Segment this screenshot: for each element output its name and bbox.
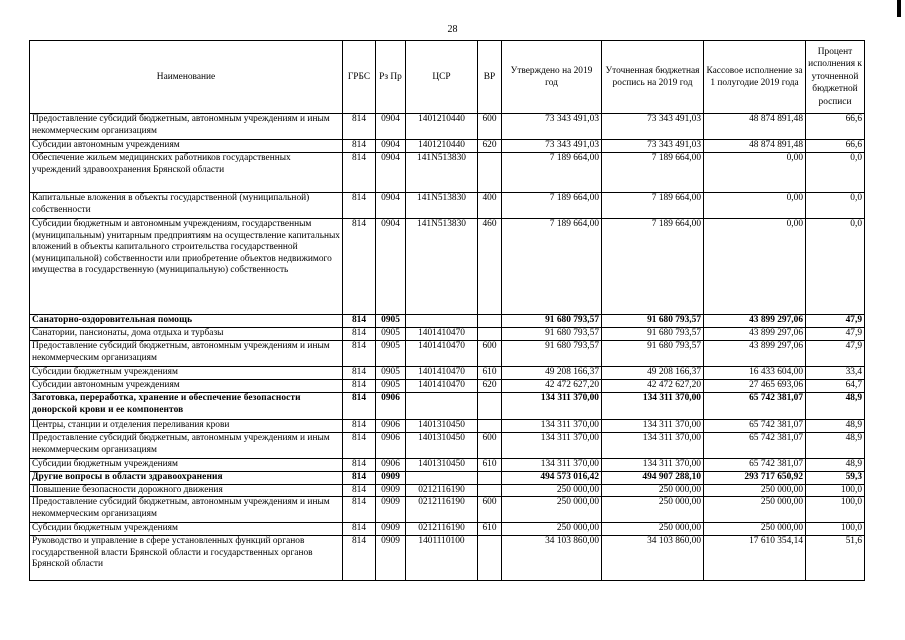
cell-percent: 47,9: [806, 328, 865, 341]
cell-cash: 48 874 891,48: [704, 114, 806, 140]
cell-name: Субсидии автономным учреждениям: [30, 380, 343, 393]
table-row: [30, 114, 865, 140]
cell-rzpr: 0905: [376, 328, 406, 341]
cell-cash: 43 899 297,06: [704, 341, 806, 367]
cell-approved: 250 000,00: [502, 484, 602, 497]
cell-rzpr: 0909: [376, 497, 406, 523]
cell-name: Другие вопросы в области здравоохранения: [30, 472, 343, 485]
cell-refined: 134 311 370,00: [602, 420, 704, 433]
cell-approved: 49 208 166,37: [502, 367, 602, 380]
cell-grbs: 814: [343, 393, 376, 420]
header-refined: Уточненная бюджетная роспись на 2019 год: [602, 41, 704, 114]
table-row: [30, 393, 865, 420]
cell-cash: 293 717 650,92: [704, 472, 806, 485]
cell-vr: 610: [478, 367, 502, 380]
cell-approved: 73 343 491,03: [502, 140, 602, 153]
cell-name: Предоставление субсидий бюджетным, автономным учреждениям и иным некоммерческим организациям: [30, 341, 343, 367]
cell-cash: 250 000,00: [704, 497, 806, 523]
cell-refined: 250 000,00: [602, 484, 704, 497]
cell-rzpr: 0909: [376, 523, 406, 536]
cell-rzpr: 0909: [376, 472, 406, 485]
cell-vr: [478, 472, 502, 485]
cell-rzpr: 0906: [376, 459, 406, 472]
cell-grbs: 814: [343, 367, 376, 380]
header-rzpr: Рз Пр: [376, 41, 406, 114]
cell-vr: 600: [478, 497, 502, 523]
table-row: [30, 367, 865, 380]
cell-rzpr: 0905: [376, 315, 406, 328]
cell-name: Субсидии бюджетным учреждениям: [30, 367, 343, 380]
cell-refined: 134 311 370,00: [602, 459, 704, 472]
table-row: [30, 219, 865, 315]
cell-refined: 7 189 664,00: [602, 153, 704, 193]
cell-approved: 134 311 370,00: [502, 393, 602, 420]
cell-csr: 0212116190: [406, 523, 478, 536]
cell-cash: 250 000,00: [704, 484, 806, 497]
page-number: 28: [447, 24, 458, 35]
cell-grbs: 814: [343, 114, 376, 140]
cell-name: Субсидии бюджетным учреждениям: [30, 459, 343, 472]
cell-refined: 73 343 491,03: [602, 140, 704, 153]
cell-vr: [478, 153, 502, 193]
cell-vr: 620: [478, 140, 502, 153]
cell-cash: 65 742 381,07: [704, 393, 806, 420]
cell-percent: 47,9: [806, 341, 865, 367]
cell-csr: 1401210440: [406, 140, 478, 153]
cell-approved: 250 000,00: [502, 497, 602, 523]
cell-percent: 51,6: [806, 536, 865, 581]
cell-percent: 0,0: [806, 153, 865, 193]
cell-grbs: 814: [343, 341, 376, 367]
cell-grbs: 814: [343, 420, 376, 433]
cell-cash: 27 465 693,06: [704, 380, 806, 393]
table-row: [30, 484, 865, 497]
cell-percent: 59,3: [806, 472, 865, 485]
cell-name: Предоставление субсидий бюджетным, автономным учреждениям и иным некоммерческим организациям: [30, 433, 343, 459]
cell-refined: 7 189 664,00: [602, 219, 704, 315]
table-row: [30, 536, 865, 581]
cell-refined: 49 208 166,37: [602, 367, 704, 380]
cell-csr: 1401410470: [406, 341, 478, 367]
table-row: [30, 140, 865, 153]
cell-rzpr: 0904: [376, 153, 406, 193]
cell-percent: 100,0: [806, 497, 865, 523]
cell-vr: [478, 420, 502, 433]
cell-percent: 100,0: [806, 523, 865, 536]
cell-csr: 1401310450: [406, 433, 478, 459]
cell-approved: 494 573 016,42: [502, 472, 602, 485]
cell-cash: 17 610 354,14: [704, 536, 806, 581]
cell-name: Руководство и управление в сфере установленных функций органов государственной власти Брянской области и государственных органов Брянской области: [30, 536, 343, 581]
cell-percent: 48,9: [806, 420, 865, 433]
cell-name: Обеспечение жильем медицинских работников государственных учреждений здравоохранения Брянской области: [30, 153, 343, 193]
cell-grbs: 814: [343, 472, 376, 485]
cell-vr: 610: [478, 459, 502, 472]
cell-grbs: 814: [343, 328, 376, 341]
table-header-row: [30, 41, 865, 114]
cell-approved: 7 189 664,00: [502, 219, 602, 315]
cell-cash: 43 899 297,06: [704, 328, 806, 341]
cell-refined: 134 311 370,00: [602, 393, 704, 420]
cell-cash: 48 874 891,48: [704, 140, 806, 153]
cell-vr: 460: [478, 219, 502, 315]
cell-grbs: 814: [343, 484, 376, 497]
cell-rzpr: 0909: [376, 484, 406, 497]
cell-refined: 91 680 793,57: [602, 328, 704, 341]
cell-percent: 47,9: [806, 315, 865, 328]
cell-rzpr: 0905: [376, 380, 406, 393]
cell-csr: 141N513830: [406, 153, 478, 193]
header-cash: Кассовое исполнение за 1 полугодие 2019 года: [704, 41, 806, 114]
cell-csr: 1401310450: [406, 420, 478, 433]
table-row: [30, 380, 865, 393]
scan-edge-mark: [897, 0, 901, 17]
cell-vr: [478, 315, 502, 328]
cell-vr: 600: [478, 433, 502, 459]
cell-rzpr: 0909: [376, 536, 406, 581]
cell-vr: 600: [478, 114, 502, 140]
cell-csr: [406, 472, 478, 485]
table-row: [30, 153, 865, 193]
cell-cash: 0,00: [704, 193, 806, 219]
cell-csr: 1401410470: [406, 367, 478, 380]
cell-grbs: 814: [343, 380, 376, 393]
cell-rzpr: 0904: [376, 114, 406, 140]
table-row: [30, 193, 865, 219]
cell-name: Центры, станции и отделения переливания крови: [30, 420, 343, 433]
cell-csr: 1401310450: [406, 459, 478, 472]
cell-grbs: 814: [343, 497, 376, 523]
cell-cash: 43 899 297,06: [704, 315, 806, 328]
header-grbs: ГРБС: [343, 41, 376, 114]
cell-refined: 494 907 288,10: [602, 472, 704, 485]
cell-vr: 610: [478, 523, 502, 536]
cell-vr: [478, 328, 502, 341]
cell-approved: 134 311 370,00: [502, 459, 602, 472]
table-row: [30, 420, 865, 433]
cell-csr: 1401410470: [406, 380, 478, 393]
cell-rzpr: 0906: [376, 393, 406, 420]
cell-name: Предоставление субсидий бюджетным, автономным учреждениям и иным некоммерческим организациям: [30, 114, 343, 140]
cell-refined: 250 000,00: [602, 523, 704, 536]
cell-name: Субсидии автономным учреждениям: [30, 140, 343, 153]
cell-percent: 100,0: [806, 484, 865, 497]
cell-percent: 0,0: [806, 219, 865, 315]
cell-percent: 0,0: [806, 193, 865, 219]
cell-csr: [406, 393, 478, 420]
budget-table: [29, 40, 865, 581]
header-percent: Процент исполнения к уточненной бюджетной росписи: [806, 41, 865, 114]
cell-approved: 42 472 627,20: [502, 380, 602, 393]
cell-percent: 33,4: [806, 367, 865, 380]
cell-grbs: 814: [343, 459, 376, 472]
cell-csr: 0212116190: [406, 497, 478, 523]
cell-grbs: 814: [343, 153, 376, 193]
cell-approved: 7 189 664,00: [502, 193, 602, 219]
table-row: [30, 472, 865, 485]
cell-refined: 73 343 491,03: [602, 114, 704, 140]
cell-approved: 34 103 860,00: [502, 536, 602, 581]
cell-grbs: 814: [343, 193, 376, 219]
cell-csr: 1401410470: [406, 328, 478, 341]
cell-name: Субсидии бюджетным учреждениям: [30, 523, 343, 536]
header-name: Наименование: [30, 41, 343, 114]
cell-csr: 141N513830: [406, 193, 478, 219]
cell-refined: 34 103 860,00: [602, 536, 704, 581]
cell-vr: [478, 393, 502, 420]
cell-csr: [406, 315, 478, 328]
cell-cash: 250 000,00: [704, 523, 806, 536]
cell-cash: 65 742 381,07: [704, 420, 806, 433]
cell-vr: [478, 484, 502, 497]
table-row: [30, 459, 865, 472]
table-row: [30, 341, 865, 367]
cell-cash: 0,00: [704, 219, 806, 315]
cell-csr: 1401210440: [406, 114, 478, 140]
cell-name: Капитальные вложения в объекты государственной (муниципальной) собственности: [30, 193, 343, 219]
cell-percent: 48,9: [806, 393, 865, 420]
cell-name: Заготовка, переработка, хранение и обеспечение безопасности донорской крови и ее компонентов: [30, 393, 343, 420]
header-approved: Утверждено на 2019 год: [502, 41, 602, 114]
cell-grbs: 814: [343, 523, 376, 536]
cell-approved: 250 000,00: [502, 523, 602, 536]
cell-refined: 91 680 793,57: [602, 341, 704, 367]
cell-percent: 48,9: [806, 433, 865, 459]
cell-approved: 134 311 370,00: [502, 433, 602, 459]
cell-approved: 73 343 491,03: [502, 114, 602, 140]
cell-grbs: 814: [343, 536, 376, 581]
cell-rzpr: 0904: [376, 140, 406, 153]
cell-grbs: 814: [343, 140, 376, 153]
cell-name: Санатории, пансионаты, дома отдыха и турбазы: [30, 328, 343, 341]
cell-refined: 7 189 664,00: [602, 193, 704, 219]
cell-name: Предоставление субсидий бюджетным, автономным учреждениям и иным некоммерческим организациям: [30, 497, 343, 523]
cell-percent: 48,9: [806, 459, 865, 472]
cell-name: Санаторно-оздоровительная помощь: [30, 315, 343, 328]
cell-vr: [478, 536, 502, 581]
table-row: [30, 497, 865, 523]
cell-cash: 16 433 604,00: [704, 367, 806, 380]
cell-approved: 91 680 793,57: [502, 315, 602, 328]
cell-approved: 91 680 793,57: [502, 328, 602, 341]
cell-cash: 65 742 381,07: [704, 459, 806, 472]
cell-refined: 91 680 793,57: [602, 315, 704, 328]
cell-approved: 134 311 370,00: [502, 420, 602, 433]
cell-refined: 250 000,00: [602, 497, 704, 523]
cell-rzpr: 0904: [376, 219, 406, 315]
table-row: [30, 328, 865, 341]
cell-rzpr: 0906: [376, 420, 406, 433]
cell-percent: 66,6: [806, 140, 865, 153]
cell-vr: 600: [478, 341, 502, 367]
cell-grbs: 814: [343, 433, 376, 459]
table-row: [30, 315, 865, 328]
cell-rzpr: 0905: [376, 341, 406, 367]
cell-csr: 0212116190: [406, 484, 478, 497]
cell-csr: 1401110100: [406, 536, 478, 581]
header-csr: ЦСР: [406, 41, 478, 114]
cell-cash: 65 742 381,07: [704, 433, 806, 459]
cell-vr: 400: [478, 193, 502, 219]
table-row: [30, 523, 865, 536]
cell-rzpr: 0905: [376, 367, 406, 380]
cell-csr: 141N513830: [406, 219, 478, 315]
cell-name: Субсидии бюджетным и автономным учреждениям, государственным (муниципальным) унитарным предприятиям на осуществление капитальных вложений в объекты капитального строительства государственной (муниципальной) собственности или приобретение объектов недвижимого имущества в государственную (муниципальную) собственность: [30, 219, 343, 315]
header-vr: ВР: [478, 41, 502, 114]
cell-refined: 42 472 627,20: [602, 380, 704, 393]
cell-approved: 7 189 664,00: [502, 153, 602, 193]
table-row: [30, 433, 865, 459]
cell-refined: 134 311 370,00: [602, 433, 704, 459]
cell-grbs: 814: [343, 219, 376, 315]
cell-name: Повышение безопасности дорожного движения: [30, 484, 343, 497]
cell-grbs: 814: [343, 315, 376, 328]
cell-percent: 66,6: [806, 114, 865, 140]
cell-cash: 0,00: [704, 153, 806, 193]
cell-approved: 91 680 793,57: [502, 341, 602, 367]
cell-rzpr: 0906: [376, 433, 406, 459]
cell-vr: 620: [478, 380, 502, 393]
cell-rzpr: 0904: [376, 193, 406, 219]
cell-percent: 64,7: [806, 380, 865, 393]
